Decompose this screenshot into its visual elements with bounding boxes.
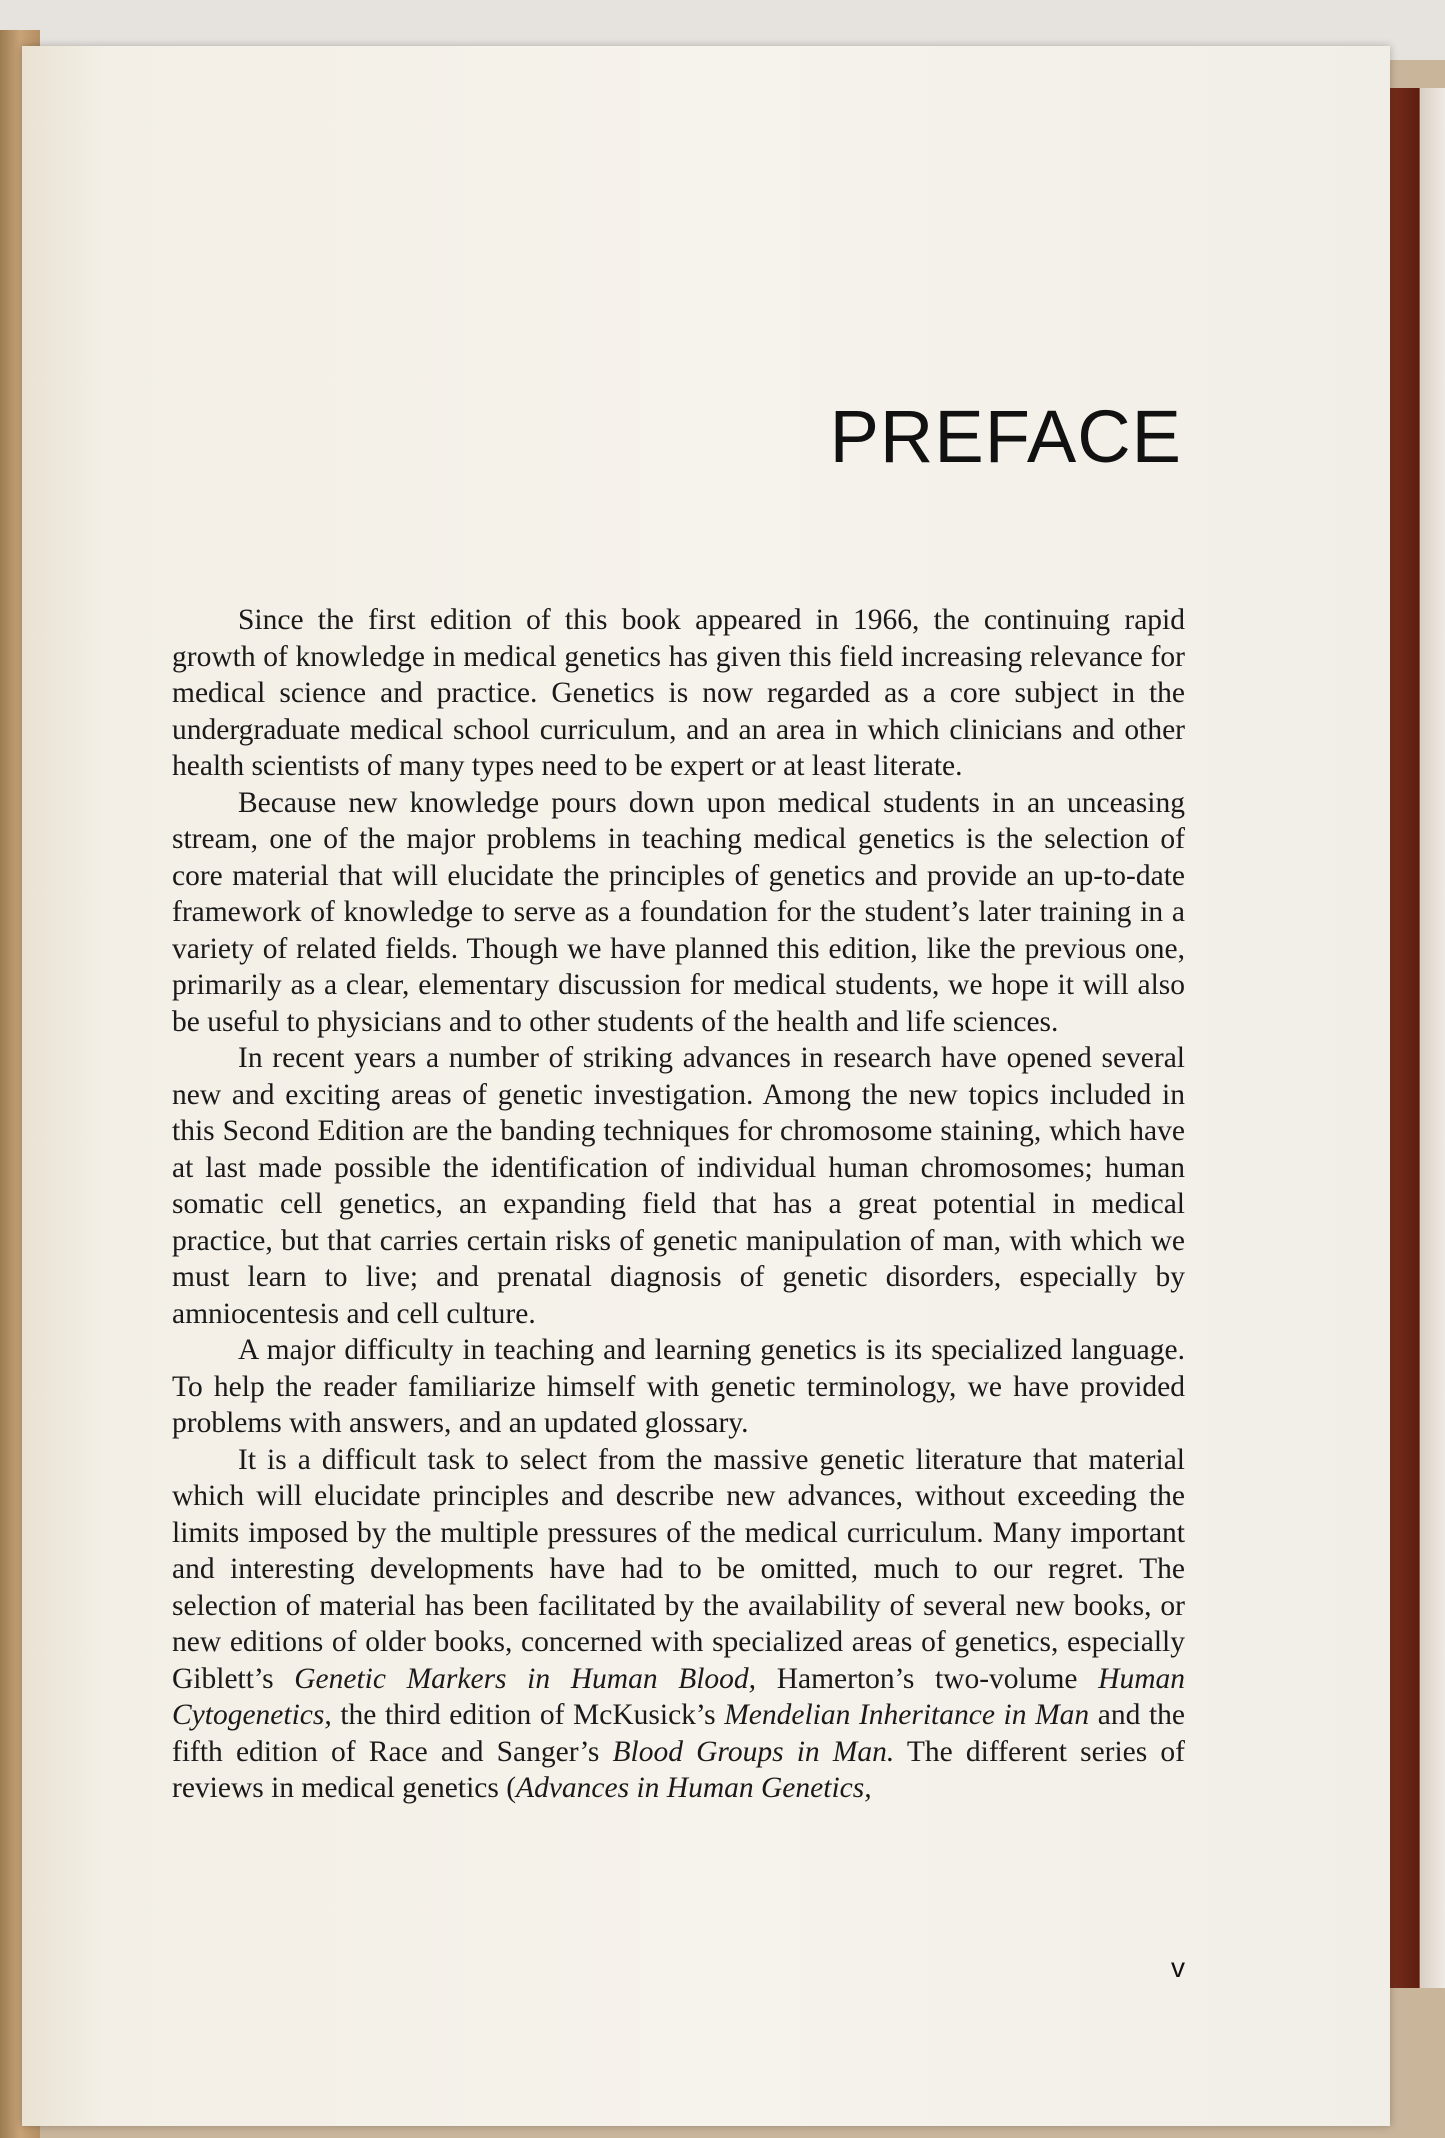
paragraph <box>172 602 1185 785</box>
italic-title: Blood Groups in Man. <box>612 1735 895 1768</box>
paragraph <box>172 1442 1185 1807</box>
text-run: Because new knowledge pours down upon medical students in an unceasing stream, one of the major problems in teaching medical genetics is the selection of core material that will elucidate the principles of genetics and provide an up-to-date framework of knowledge to serve as a foundation for the student’s later training in a variety of related fields. Though we have planned this edition, like the previous one, primarily as a clear, elementary discussion for medical students, we hope it will also be useful to physicians and to other students of the health and life sciences. <box>172 786 1185 1038</box>
text-run: The different series of reviews in medical genetics ( <box>172 1735 1185 1804</box>
book-cover-right-edge <box>1388 88 1445 1988</box>
page-number: v <box>1171 1952 1185 1983</box>
text-run: In recent years a number of striking advances in research have opened several new and exciting areas of genetic investigation. Among the new topics included in this Second Edition are the banding techniques for chromosome staining, which have at last made possible the identification of individual human chromosomes; human somatic cell genetics, an expanding field that has a great potential in medical practice, but that carries certain risks of genetic manipulation of man, with which we must learn to live; and prenatal diagnosis of genetic disorders, especially by amniocentesis and cell culture. <box>172 1042 1185 1330</box>
book-page <box>22 46 1390 2126</box>
text-run: and the fifth edition of Race and Sanger’s <box>172 1699 1185 1768</box>
preface-text <box>172 602 1185 1807</box>
text-run: Hamerton’s two-volume <box>756 1662 1099 1695</box>
text-run: It is a difficult task to select from the massive genetic literature that material which will elucidate principles and describe new advances, without exceeding the limits imposed by the multiple pressures of the medical curriculum. Many important and interesting developments have had to be omitted, much to our regret. The selection of material has been facilitated by the availability of several new books, or new editions of older books, concerned with specialized areas of genetics, especially Giblett’s <box>172 1443 1185 1695</box>
text-run: A major difficulty in teaching and learning genetics is its specialized language. To help the reader familiarize himself with genetic terminology, we have provided problems with answers, and an updated glossary. <box>172 1334 1185 1439</box>
page-title: PREFACE <box>829 395 1182 478</box>
text-run: Since the first edition of this book appeared in 1966, the continuing rapid growth of knowledge in medical genetics has given this field increasing relevance for medical science and practice. Genetics is now regarded as a core subject in the undergraduate medical school curriculum, and an area in which clinicians and other health scientists of many types need to be expert or at least literate. <box>172 604 1185 782</box>
text-run: the third edition of McKusick’s <box>331 1699 725 1731</box>
italic-title: Mendelian Inheritance in Man <box>724 1699 1090 1731</box>
italic-title: Genetic Markers in Human Blood, <box>294 1662 757 1695</box>
italic-title: Human Cytogenetics, <box>172 1662 1185 1731</box>
paragraph <box>172 785 1185 1041</box>
italic-title: Advances in Human Genetics, <box>516 1772 872 1804</box>
paragraph <box>172 1332 1185 1442</box>
paragraph <box>172 1040 1185 1332</box>
